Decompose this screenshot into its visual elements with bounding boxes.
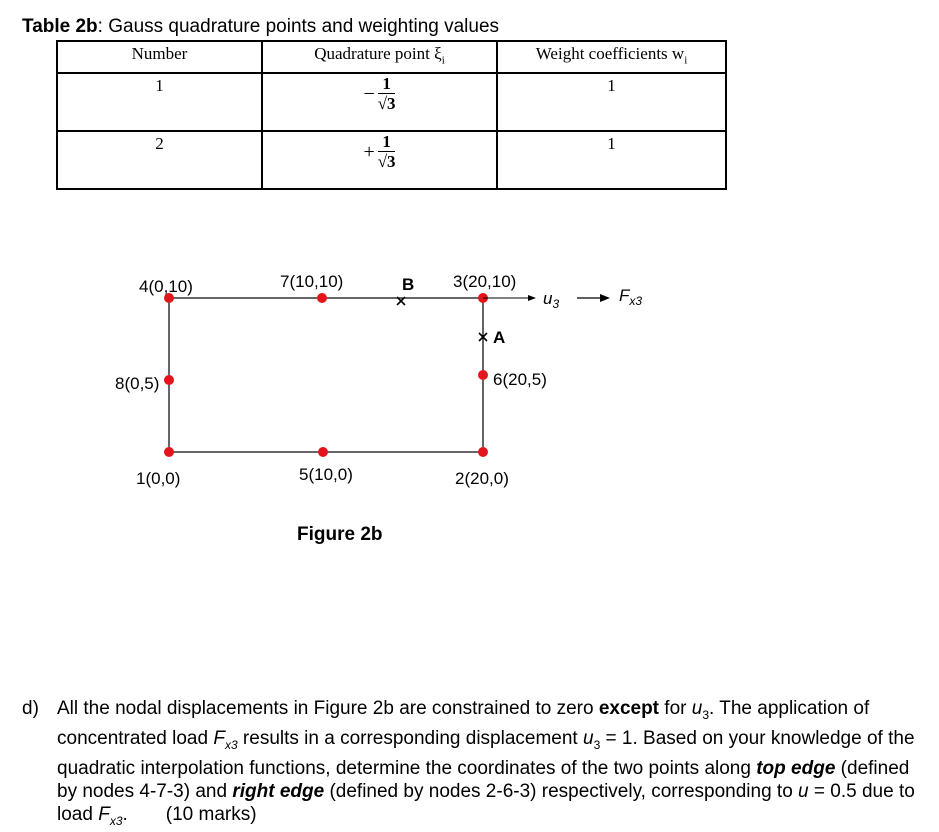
displacement-arrowhead-icon	[528, 295, 536, 301]
point-a-label: A	[493, 328, 506, 347]
node-5-label: 5(10,0)	[299, 465, 353, 484]
displacement-label: $u_3$	[543, 289, 560, 311]
row-number: 1	[57, 73, 262, 131]
figure-caption: Figure 2b	[297, 524, 383, 545]
point-numerator: 1	[378, 132, 395, 152]
node-1-label: 1(0,0)	[136, 469, 181, 488]
element-outline	[169, 298, 483, 452]
question-label: d)	[22, 698, 39, 719]
node-7-dot	[317, 293, 327, 303]
node-2-label: 2(20,0)	[455, 469, 509, 488]
point-b-label: B	[402, 275, 415, 294]
node-8-label: 8(0,5)	[115, 374, 160, 393]
row-number: 2	[57, 131, 262, 189]
header-quadrature-point: Quadrature point $\xi_i$	[262, 41, 497, 73]
node-6-dot	[478, 370, 488, 380]
point-denominator: √3	[377, 94, 396, 114]
point-sign: −	[363, 82, 375, 105]
node-1-dot	[164, 447, 174, 457]
force-arrowhead-icon	[600, 294, 610, 302]
node-3-label: 3(20,10)	[453, 272, 517, 291]
table-caption-label: Table 2b	[22, 16, 98, 37]
point-denominator: √3	[377, 152, 396, 172]
node-dots	[164, 293, 488, 457]
question-marks: (10 marks)	[165, 803, 257, 825]
point-sign: +	[363, 140, 375, 163]
node-7-label: 7(10,10)	[280, 272, 344, 291]
node-5-dot	[318, 447, 328, 457]
header-weight: Weight coefficients $w_i$	[497, 41, 726, 73]
table-caption-text: : Gauss quadrature points and weighting values	[97, 16, 500, 37]
row-weight: 1	[497, 73, 726, 131]
row-weight: 1	[497, 131, 726, 189]
node-8-dot	[164, 375, 174, 385]
node-6-label: 6(20,5)	[493, 370, 547, 389]
force-label: $F_{x3}$	[619, 286, 643, 308]
node-4-label: 4(0,10)	[139, 277, 193, 296]
point-numerator: 1	[378, 74, 395, 94]
node-2-dot	[478, 447, 488, 457]
header-number: Number	[57, 41, 262, 73]
question-text: All the nodal displacements in Figure 2b are constrained to zero except for $u_3$. The application of concentrated load $F_{x3}$ results in a corresponding displacement $u_3 = 1$. Based on your knowledge of the quadratic interpolation functions, determine the coordinates of the two points along top edge (defined by nodes 4-7-3) and right edge (defined by nodes 2-6-3) respectively, corresponding to u = 0.5 due to load $F_{x3}$. (10 marks)	[57, 698, 915, 828]
